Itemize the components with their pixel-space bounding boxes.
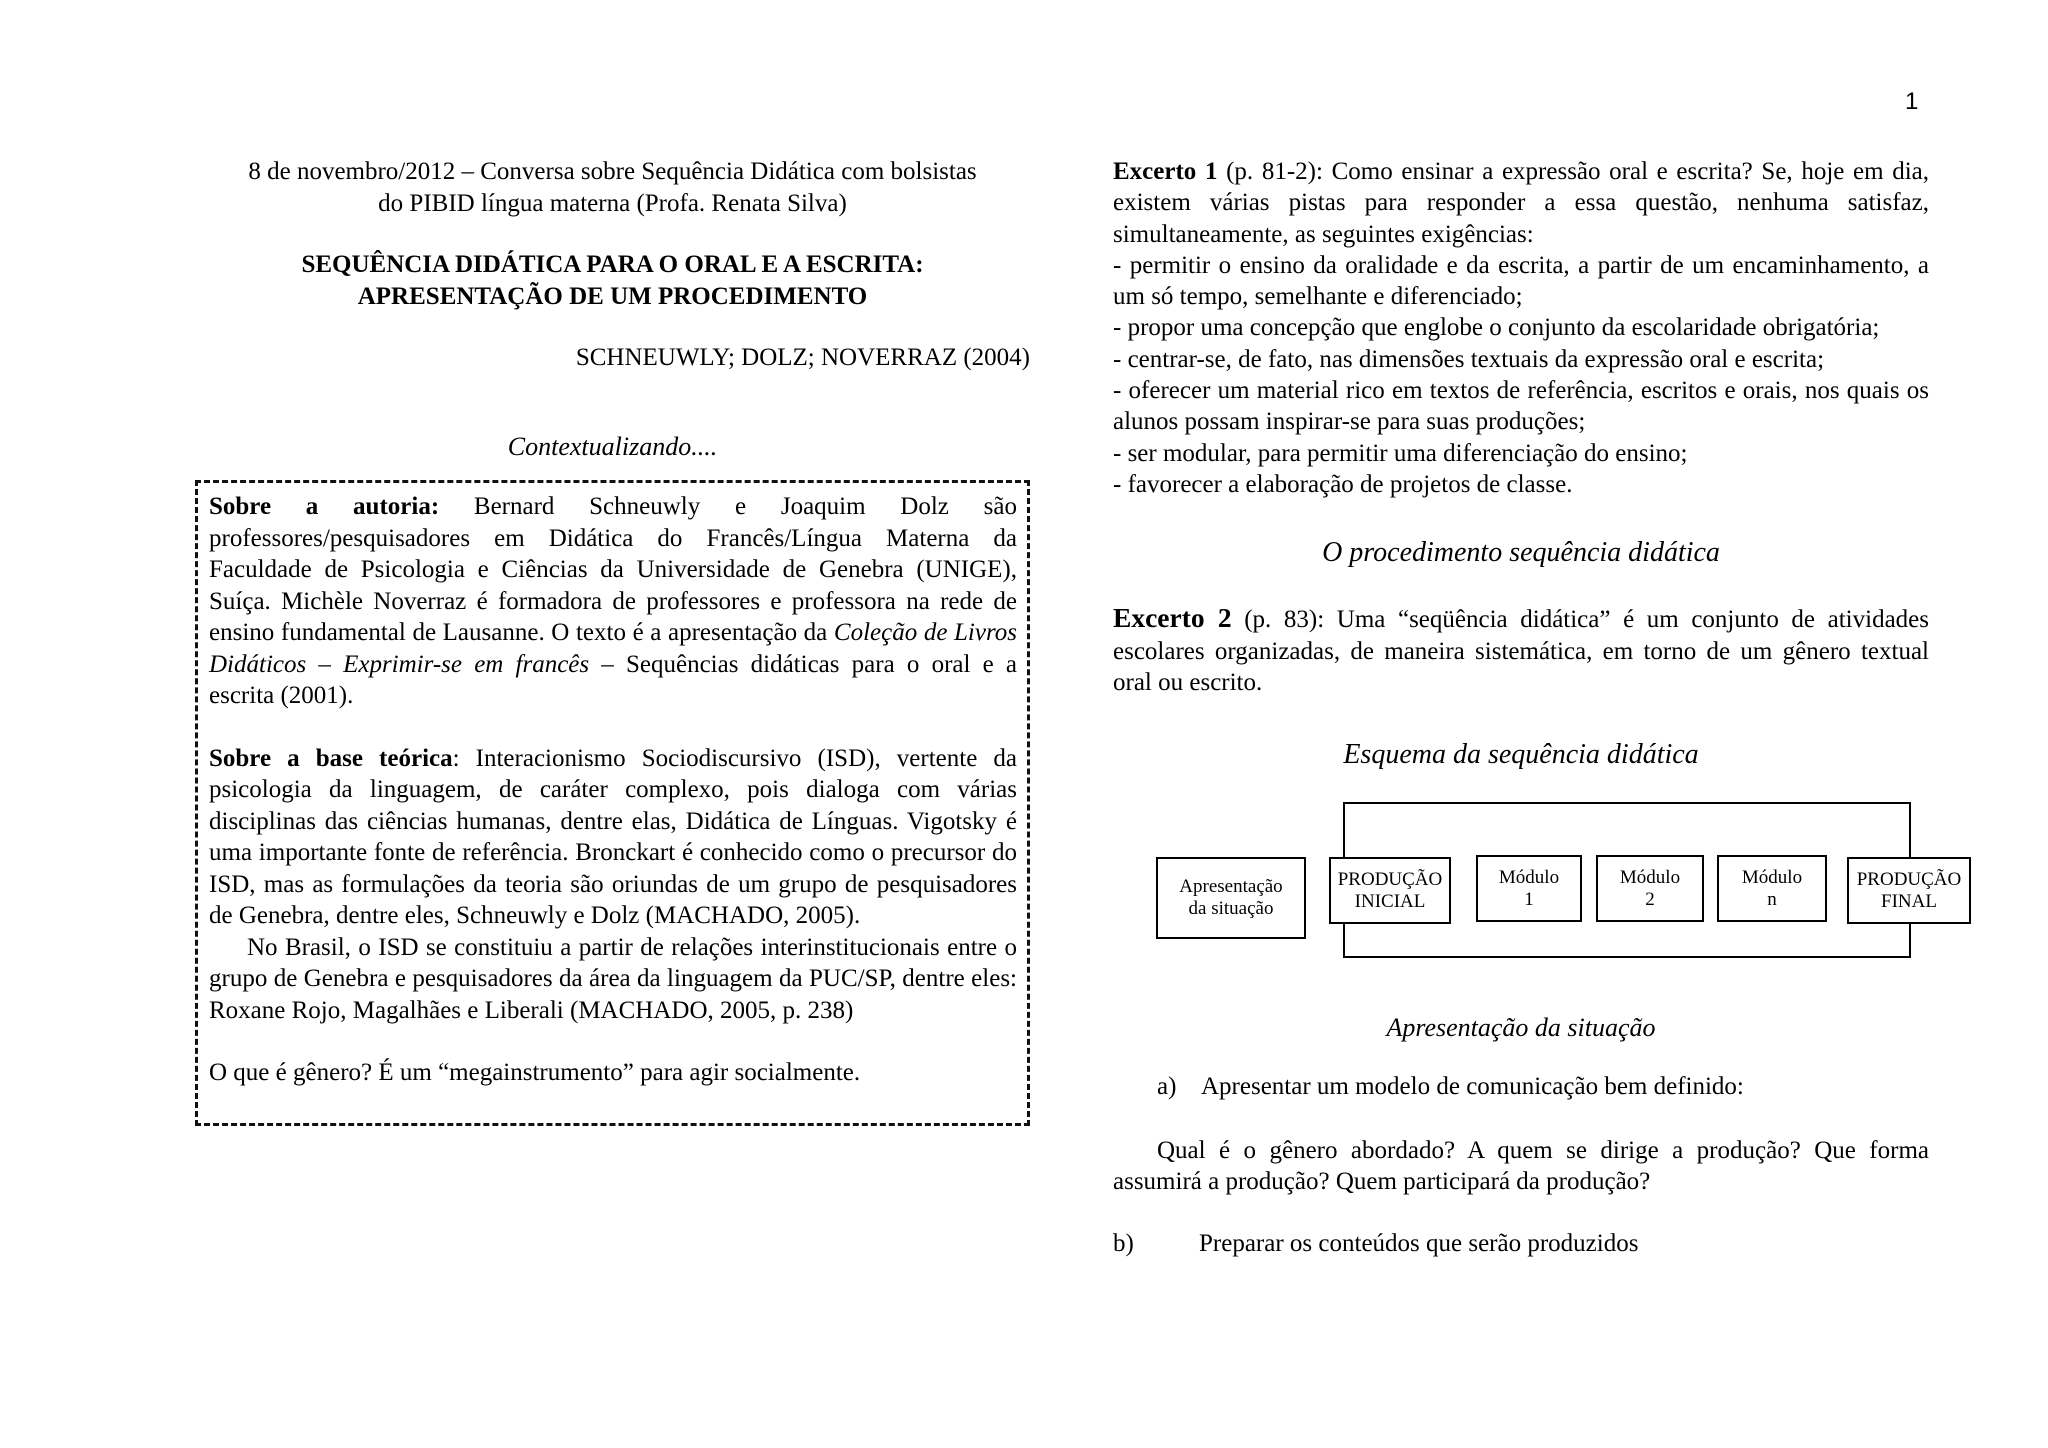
item-a-text: Apresentar um modelo de comunicação bem definido:	[1201, 1073, 1744, 1101]
excerto1-item: - centrar-se, de fato, nas dimensões textuais da expressão oral e escrita;	[1113, 345, 1825, 373]
autoria-text-2: – Sequências didáticas para o oral e a escrita (2001).	[209, 650, 1017, 709]
autoria-label: Sobre a autoria:	[209, 493, 440, 520]
diagram-box-modulo-1	[1476, 855, 1582, 922]
header-line-2: do PIBID língua materna (Profa. Renata Silva)	[378, 189, 847, 217]
esquema-heading: Esquema da sequência didática	[1343, 739, 1699, 771]
context-heading: Contextualizando....	[507, 431, 718, 461]
box-label: 2	[1645, 888, 1655, 910]
item-a	[1113, 1071, 1929, 1103]
diagram-box-producao-final	[1847, 857, 1971, 924]
diagram-right-bottom-connector	[1909, 922, 1911, 958]
context-box	[195, 480, 1030, 1126]
base-text: : Interacionismo Sociodiscursivo (ISD), vertente da psicologia da linguagem, de caráter complexo, pois dialoga com várias disciplinas das ciências humanas, dentre elas, Didática de Línguas. Vigotsky é uma importante fonte de referência. Bronckart é conhecido como o precursor do ISD, mas as formulações da teoria são oriundas de um grupo de pesquisadores de Genebra, dentre eles, Schneuwly e Dolz (MACHADO, 2005).	[209, 744, 1017, 929]
box-label: Módulo	[1741, 866, 1803, 888]
box-label: Módulo	[1619, 866, 1681, 888]
autoria-italic: Coleção de Livros Didáticos – Exprimir-se em francês	[209, 619, 1017, 678]
excerto2-text: (p. 83): Uma “seqüência didática” é um conjunto de atividades escolares organizadas, de maneira sistemática, em torno de um gênero textual oral ou escrito.	[1113, 606, 1929, 696]
header-line-1: 8 de novembro/2012 – Conversa sobre Sequência Didática com bolsistas	[248, 158, 977, 185]
diagram-left-bottom-connector	[1343, 922, 1345, 958]
questions-paragraph: Qual é o gênero abordado? A quem se dirige a produção? Que forma assumirá a produção? Quem participará da produção?	[1113, 1136, 1929, 1195]
box-label: 1	[1524, 888, 1534, 910]
excerto1-label: Excerto 1	[1113, 158, 1218, 185]
excerto1-item: - oferecer um material rico em textos de referência, escritos e orais, nos quais os alunos possam inspirar-se para suas produções;	[1113, 377, 1929, 436]
item-b-text: Preparar os conteúdos que serão produzidos	[1199, 1230, 1639, 1258]
authors: SCHNEUWLY; DOLZ; NOVERRAZ (2004)	[575, 344, 1030, 371]
diagram-left-connector	[1343, 802, 1345, 857]
excerto1-item: - favorecer a elaboração de projetos de classe.	[1113, 470, 1573, 498]
title-line-2: APRESENTAÇÃO DE UM PROCEDIMENTO	[357, 282, 868, 310]
box-label: PRODUÇÃO	[1337, 868, 1443, 890]
title-line-1: SEQUÊNCIA DIDÁTICA PARA O ORAL E A ESCRITA:	[301, 251, 924, 278]
autoria-text-1: Bernard Schneuwly e Joaquim Dolz são professores/pesquisadores em Didática do Francês/Língua Materna da Faculdade de Psicologia e Ciências da Universidade de Genebra (UNIGE), Suíça. Michèle Noverraz é formadora de professores e professora na rede de ensino fundamental de Lausanne. O texto é a apresentação da	[209, 493, 1017, 646]
diagram-box-modulo-n	[1717, 855, 1827, 922]
diagram-bottom-line	[1343, 956, 1911, 958]
excerto2-label: Excerto 2	[1113, 602, 1232, 634]
item-a-marker: a)	[1157, 1073, 1177, 1101]
diagram-box-apresentacao	[1156, 857, 1306, 939]
excerto1-intro: (p. 81-2): Como ensinar a expressão oral e escrita? Se, hoje em dia, existem várias pistas para responder a essa questão, nenhuma satisfaz, simultaneamente, as seguintes exigências:	[1113, 158, 1929, 248]
box-label: Módulo	[1498, 866, 1560, 888]
box-label: FINAL	[1881, 890, 1937, 912]
apresentacao-heading: Apresentação da situação	[1386, 1013, 1656, 1043]
diagram-top-line	[1343, 802, 1911, 804]
box-label: PRODUÇÃO	[1856, 868, 1962, 890]
page-number: 1	[1905, 88, 1919, 115]
diagram-box-modulo-2	[1596, 855, 1704, 922]
excerto2-paragraph	[1113, 602, 1929, 698]
excerto1-paragraph	[1113, 156, 1929, 250]
procedimento-heading: O procedimento sequência didática	[1322, 537, 1720, 569]
item-b-marker: b)	[1113, 1230, 1134, 1258]
box-label: Apresentação	[1179, 876, 1283, 898]
base-paragraph	[209, 743, 1017, 932]
excerto1-item: - permitir o ensino da oralidade e da escrita, a partir de um encaminhamento, a um só tempo, semelhante e diferenciado;	[1113, 251, 1929, 311]
base-label: Sobre a base teórica	[209, 744, 453, 772]
diagram-box-producao-inicial	[1329, 857, 1451, 924]
item-b	[1113, 1228, 1929, 1260]
box-label: INICIAL	[1354, 890, 1426, 912]
box-label: da situação	[1188, 898, 1274, 920]
left-column	[195, 156, 1030, 1126]
genero-paragraph: O que é gênero? É um “megainstrumento” para agir socialmente.	[209, 1059, 861, 1086]
diagram-right-connector	[1909, 802, 1911, 857]
brasil-paragraph: No Brasil, o ISD se constituiu a partir de relações interinstitucionais entre o grupo de Genebra e pesquisadores da área da linguagem da PUC/SP, dentre eles: Roxane Rojo, Magalhães e Liberali (MACHADO, 2005, p. 238)	[209, 933, 1017, 1024]
sequence-diagram	[1113, 802, 1962, 992]
excerto1-item: - propor uma concepção que englobe o conjunto da escolaridade obrigatória;	[1113, 314, 1880, 342]
box-label: n	[1767, 888, 1777, 910]
right-column	[1113, 156, 1962, 1260]
excerto1-item: - ser modular, para permitir uma diferenciação do ensino;	[1113, 439, 1688, 467]
autoria-paragraph	[209, 491, 1017, 712]
